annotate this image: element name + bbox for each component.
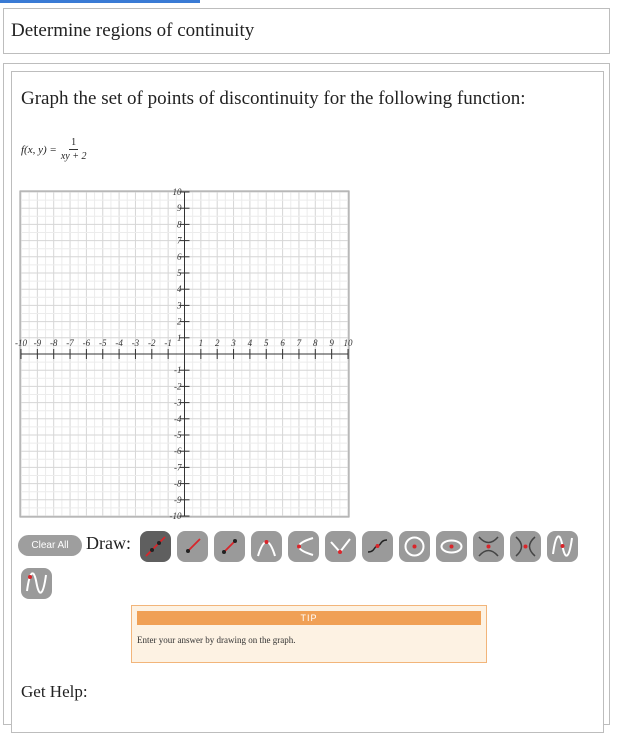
y-tick-label: 5	[177, 268, 182, 278]
x-tick-label: -7	[66, 338, 74, 348]
sine-tool-icon	[550, 534, 575, 559]
fraction	[61, 137, 87, 162]
y-tick-label: -4	[174, 413, 182, 424]
y-tick-label: -10	[169, 511, 182, 521]
x-tick-label: -6	[82, 338, 91, 348]
function-lhs: f(x, y) =	[21, 143, 57, 156]
segment-tool-button[interactable]	[214, 531, 245, 562]
ray-tool-button[interactable]	[177, 531, 208, 562]
sine-tool-button[interactable]	[547, 531, 578, 562]
y-tick-label: 4	[177, 284, 182, 295]
y-tick-label: -2	[174, 381, 182, 392]
y-tick-label: -3	[174, 397, 182, 408]
y-tick-label: 1	[177, 332, 182, 343]
x-tick-label: 4	[247, 338, 253, 348]
function-formula	[21, 137, 86, 162]
graph-canvas[interactable]	[15, 187, 353, 521]
segment-tool-icon	[217, 534, 242, 559]
x-tick-label: 1	[198, 338, 204, 348]
x-tick-label: 7	[296, 338, 302, 348]
x-tick-label: -9	[33, 338, 42, 348]
x-tick-label: -1	[164, 338, 172, 348]
y-tick-label: -7	[174, 462, 182, 473]
tip-box	[131, 605, 487, 663]
y-tick-label: 9	[177, 203, 182, 214]
y-tick-label: -5	[174, 430, 182, 440]
x-tick-label: -2	[148, 338, 156, 348]
y-tick-label: 6	[177, 251, 182, 262]
x-tick-label: 3	[231, 338, 236, 348]
vee-tool-button[interactable]	[325, 531, 356, 562]
x-tick-label: -4	[115, 338, 123, 348]
question-box	[11, 71, 604, 733]
clear-all-button[interactable]: Clear All	[18, 535, 82, 556]
x-tick-label: 8	[313, 338, 318, 348]
x-tick-label: -5	[99, 338, 107, 348]
numerator: 1	[71, 137, 77, 148]
question-prompt: Graph the set of points of discontinuity for the following function:	[21, 88, 526, 109]
ellipse-tool-icon	[439, 534, 464, 559]
tip-text: Enter your answer by drawing on the graph.	[137, 635, 296, 645]
hyperbola-vertical-tool-button[interactable]	[473, 531, 504, 562]
vee-tool-icon	[328, 534, 353, 559]
circle-tool-icon	[402, 534, 427, 559]
get-help-label: Get Help:	[21, 682, 88, 701]
ellipse-tool-button[interactable]	[436, 531, 467, 562]
question-outer-box	[3, 63, 610, 725]
open-parabola-tool-icon	[291, 534, 316, 559]
top-link-underline	[0, 0, 200, 3]
parabola-tool-button[interactable]	[251, 531, 282, 562]
x-tick-label: 2	[214, 338, 220, 348]
y-tick-label: 8	[177, 219, 182, 230]
y-tick-label: 10	[172, 187, 182, 197]
page-title: Determine regions of continuity	[11, 20, 255, 41]
y-tick-label: -6	[174, 446, 182, 457]
y-tick-label: 7	[177, 235, 182, 246]
y-tick-label: 3	[177, 300, 182, 311]
hyperbola-horizontal-tool-button[interactable]	[510, 531, 541, 562]
denominator: xy + 2	[60, 151, 87, 162]
cubic-tool-icon	[365, 534, 390, 559]
x-tick-label: 9	[329, 338, 334, 348]
y-tick-label: -8	[174, 478, 182, 489]
x-tick-label: -3	[131, 338, 140, 348]
y-tick-label: -9	[174, 494, 182, 505]
y-tick-label: 2	[177, 316, 182, 327]
hyperbola-vertical-tool-icon	[476, 534, 501, 559]
line-tool-button[interactable]	[140, 531, 171, 562]
open-parabola-tool-button[interactable]	[288, 531, 319, 562]
ray-tool-icon	[180, 534, 205, 559]
y-tick-label: -1	[174, 365, 182, 376]
x-tick-label: -10	[15, 338, 27, 348]
x-tick-label: 10	[343, 338, 353, 348]
x-tick-label: 5	[264, 338, 269, 348]
line-tool-icon	[143, 534, 168, 559]
draw-label: Draw:	[86, 533, 131, 553]
cubic-tool-button[interactable]	[362, 531, 393, 562]
tip-label: TIP	[137, 611, 481, 625]
parabola-tool-icon	[254, 534, 279, 559]
cosine-tool-button[interactable]	[21, 568, 52, 599]
x-tick-label: -8	[49, 338, 58, 348]
hyperbola-horizontal-tool-icon	[513, 534, 538, 559]
cosine-tool-icon	[24, 571, 49, 596]
header-box	[3, 8, 610, 54]
x-tick-label: 6	[280, 338, 285, 348]
circle-tool-button[interactable]	[399, 531, 430, 562]
